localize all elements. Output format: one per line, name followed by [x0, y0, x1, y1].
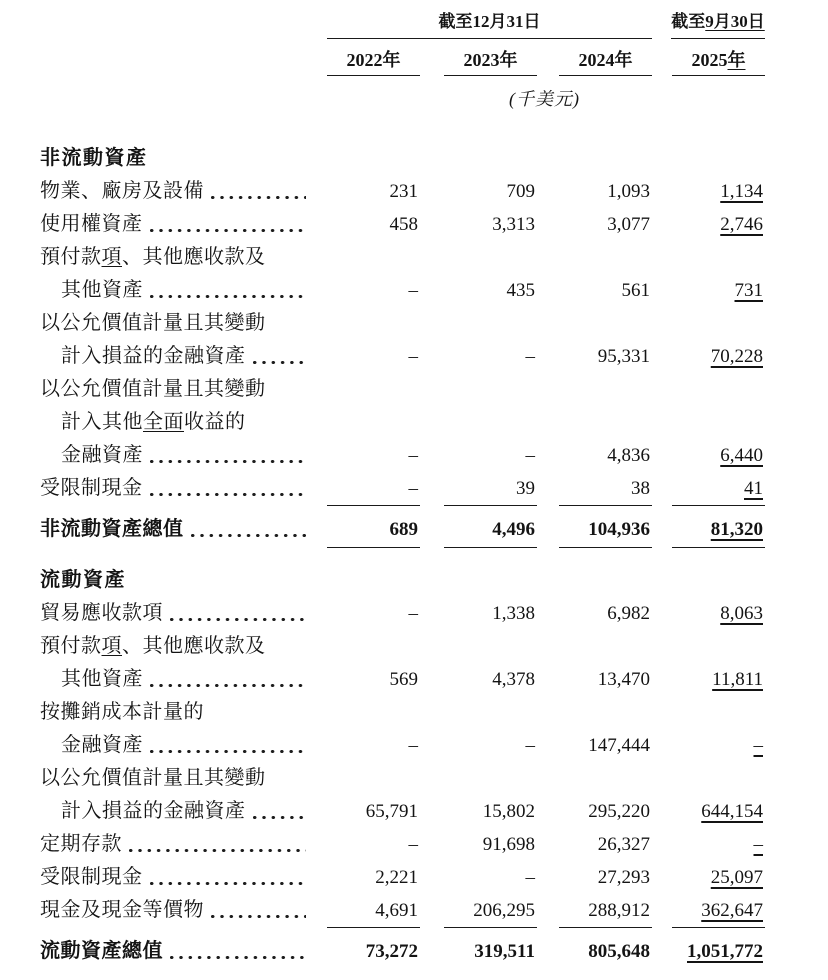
section-header-row: [40, 564, 765, 597]
amount-cell-2022年: –: [408, 603, 418, 625]
text-segment: 截至12月31日: [438, 12, 541, 31]
underlined-text-segment: 9月30日: [705, 12, 765, 31]
amount-cell-2025年: [652, 894, 765, 927]
period-group-header-dec31: [327, 12, 652, 39]
period-group-header-row: [40, 12, 765, 39]
amount-cell-2022年: 4,691: [310, 894, 420, 927]
text-segment: 其他資產: [61, 668, 143, 691]
amount-cell-2024年: 3,077: [607, 214, 650, 236]
row-label: [40, 762, 266, 795]
row-label: [40, 439, 143, 472]
amount-cell-2023年: 91,698: [482, 834, 535, 856]
period-group-header-sep30: [671, 12, 765, 39]
amount-cell-2023年: –: [525, 445, 535, 467]
underlined-amount: 6,440: [720, 445, 763, 467]
amount-cell-2025年: [652, 208, 765, 241]
amount-cell-2024年: 4,836: [607, 445, 650, 467]
table-row: [40, 894, 765, 932]
row-label-cell: [40, 208, 310, 241]
underlined-text-segment: 項: [101, 246, 122, 269]
row-label: [40, 861, 143, 894]
underlined-amount: 2,746: [720, 214, 763, 236]
text-segment: 、其他應收款及: [122, 635, 266, 658]
table-body: [40, 142, 765, 974]
row-label-cell: [40, 597, 310, 630]
dot-leader: [150, 861, 307, 894]
text-segment: 計入損益的金融資產: [61, 800, 246, 823]
amount-cell-2024年: 26,327: [597, 834, 650, 856]
underlined-text-segment: 全面: [143, 411, 184, 434]
row-label-cell: [40, 696, 310, 729]
row-label: [40, 208, 143, 241]
year-header-2023: [444, 50, 537, 77]
row-label-cell: [40, 564, 310, 597]
row-label-cell: [40, 894, 310, 927]
text-segment: 其他資產: [61, 279, 143, 302]
row-label: [40, 241, 266, 274]
total-row: [40, 510, 765, 552]
underlined-amount: 1,051,772: [687, 941, 763, 963]
row-label-cell: [40, 175, 310, 208]
amount-cell-2024年: 805,648: [588, 941, 650, 963]
text-segment: 非流動資產總值: [40, 518, 184, 541]
row-label: [40, 795, 246, 828]
amount-cell-2022年: –: [408, 735, 418, 757]
amount-cell-2022年: 458: [389, 214, 418, 236]
dot-leader: [150, 472, 307, 505]
row-label: [40, 472, 143, 505]
text-segment: 2022年: [346, 49, 401, 70]
amount-cell-2023年: 39: [420, 472, 537, 505]
header-spacer: [40, 12, 310, 39]
dot-leader: [253, 340, 307, 373]
row-label: [40, 828, 122, 861]
amount-cell-2022年: –: [408, 280, 418, 302]
amount-cell-2023年: –: [525, 735, 535, 757]
amount-cell-2025年: [652, 597, 765, 630]
row-label: [40, 894, 204, 927]
text-segment: 預付款: [40, 635, 102, 658]
row-label-cell: [40, 795, 310, 828]
amount-cell-2024年: 104,936: [537, 513, 652, 546]
year-header-2025: [672, 50, 765, 77]
text-segment: 計入損益的金融資產: [61, 345, 246, 368]
row-label: [40, 630, 266, 663]
amount-cell-2022年: –: [310, 472, 420, 505]
row-label-cell: [40, 142, 310, 175]
dot-leader: [170, 597, 306, 630]
row-label: [40, 663, 143, 696]
underlined-amount: –: [753, 735, 763, 757]
table-row: [40, 274, 765, 307]
underlined-amount: 644,154: [701, 801, 763, 823]
row-label: [40, 564, 126, 597]
dot-leader: [191, 513, 307, 546]
underlined-amount: 1,134: [720, 181, 763, 203]
underlined-amount: 41: [744, 478, 763, 500]
underlined-amount: 731: [734, 280, 763, 302]
amount-cell-2023年: 709: [506, 181, 535, 203]
amount-cell-2025年: [652, 340, 765, 373]
amount-cell-2023年: 435: [506, 280, 535, 302]
amount-cell-2023年: 3,313: [492, 214, 535, 236]
dot-leader: [253, 795, 307, 828]
dot-leader: [150, 208, 307, 241]
dot-leader: [170, 935, 306, 968]
row-label-cell: [40, 241, 310, 274]
row-label-cell: [40, 663, 310, 696]
row-label: [40, 175, 204, 208]
total-row: [40, 932, 765, 974]
text-segment: 收益的: [184, 411, 246, 434]
dot-leader: [129, 828, 306, 861]
amount-cell-2025年: [652, 935, 765, 968]
row-label: [40, 307, 266, 340]
amount-cell-2022年: 689: [310, 513, 420, 546]
underlined-amount: 362,647: [701, 900, 763, 922]
amount-cell-2025年: [652, 795, 765, 828]
row-label-cell: [40, 861, 310, 894]
amount-cell-2025年: [652, 175, 765, 208]
dot-leader: [150, 729, 306, 762]
row-label: [40, 340, 246, 373]
amount-cell-2025年: [652, 439, 765, 472]
amount-cell-2025年: [652, 663, 765, 696]
header-spacer: [40, 76, 310, 111]
amount-cell-2023年: 4,378: [492, 669, 535, 691]
amount-cell-2024年: 38: [537, 472, 652, 505]
row-label: [40, 729, 143, 762]
amount-cell-2022年: 569: [389, 669, 418, 691]
amount-cell-2024年: 295,220: [588, 801, 650, 823]
text-segment: 受限制現金: [40, 477, 143, 500]
row-label-cell: [40, 340, 310, 373]
table-row: [40, 861, 765, 894]
year-header-2022: [327, 50, 420, 77]
text-segment: 流動資產: [40, 569, 126, 592]
row-label-cell: [40, 373, 310, 406]
text-segment: 金融資產: [61, 444, 143, 467]
text-segment: 以公允價值計量且其變動: [40, 378, 266, 401]
text-segment: 流動資產總值: [40, 940, 163, 963]
amount-cell-2022年: –: [408, 445, 418, 467]
amount-cell-2022年: –: [408, 834, 418, 856]
amount-cell-2025年: [652, 828, 765, 861]
table-row: [40, 828, 765, 861]
amount-cell-2023年: 4,496: [420, 513, 537, 546]
amount-cell-2024年: 27,293: [597, 867, 650, 889]
row-label: [40, 274, 143, 307]
amount-cell-2025年: [652, 513, 765, 546]
amount-cell-2024年: 95,331: [597, 346, 650, 368]
dot-leader: [211, 175, 306, 208]
text-segment: 非流動資產: [40, 147, 148, 170]
label-continuation-row: [40, 241, 765, 274]
table-row: [40, 175, 765, 208]
text-segment: 貿易應收款項: [40, 602, 163, 625]
dot-leader: [150, 663, 306, 696]
row-label: [40, 935, 163, 968]
header-spacer: [40, 50, 310, 77]
amount-cell-2024年: 13,470: [597, 669, 650, 691]
row-label-cell: [40, 828, 310, 861]
unit-note: (千美元): [509, 89, 580, 110]
table-row: [40, 439, 765, 472]
row-label: [40, 597, 163, 630]
row-label: [40, 406, 246, 439]
amount-cell-2024年: 6,982: [607, 603, 650, 625]
amount-cell-2025年: [652, 472, 765, 505]
text-segment: 預付款: [40, 246, 102, 269]
year-header-row: [40, 50, 765, 77]
amount-cell-2022年: –: [408, 346, 418, 368]
text-segment: 截至: [671, 12, 706, 31]
text-segment: 2023年: [463, 49, 518, 70]
amount-cell-2024年: 561: [621, 280, 650, 302]
row-label-cell: [40, 762, 310, 795]
label-continuation-row: [40, 630, 765, 663]
row-label: [40, 696, 204, 729]
text-segment: 、其他應收款及: [122, 246, 266, 269]
row-label: [40, 373, 266, 406]
dot-leader: [211, 894, 306, 927]
table-row: [40, 597, 765, 630]
row-label-cell: [40, 307, 310, 340]
row-label-cell: [40, 406, 310, 439]
row-label: [40, 142, 148, 175]
table-row: [40, 340, 765, 373]
amount-cell-2024年: 147,444: [588, 735, 650, 757]
underlined-amount: 70,228: [710, 346, 763, 368]
underlined-text-segment: 項: [101, 635, 122, 658]
text-segment: 按攤銷成本計量的: [40, 701, 204, 724]
amount-cell-2023年: –: [525, 346, 535, 368]
underlined-amount: 81,320: [710, 519, 763, 541]
label-continuation-row: [40, 307, 765, 340]
text-segment: 定期存款: [40, 833, 122, 856]
amount-cell-2022年: 65,791: [365, 801, 418, 823]
text-segment: 2025: [691, 49, 728, 70]
amount-cell-2025年: [652, 729, 765, 762]
row-label-cell: [40, 472, 310, 505]
underlined-amount: 25,097: [710, 867, 763, 889]
row-label-cell: [40, 630, 310, 663]
label-continuation-row: [40, 696, 765, 729]
text-segment: 計入其他: [61, 411, 143, 434]
underlined-text-segment: 年: [727, 49, 746, 70]
dot-leader: [150, 439, 306, 472]
label-continuation-row: [40, 373, 765, 406]
text-segment: 以公允價值計量且其變動: [40, 767, 266, 790]
amount-cell-2023年: 206,295: [420, 894, 537, 927]
amount-cell-2022年: 73,272: [365, 941, 418, 963]
amount-cell-2023年: 319,511: [474, 941, 535, 963]
dot-leader: [150, 274, 306, 307]
underlined-amount: 11,811: [712, 669, 763, 691]
table-row: [40, 663, 765, 696]
label-continuation-row: [40, 406, 765, 439]
text-segment: 受限制現金: [40, 866, 143, 889]
amount-cell-2024年: 1,093: [607, 181, 650, 203]
table-row: [40, 472, 765, 510]
amount-cell-2025年: [652, 274, 765, 307]
text-segment: 物業、廠房及設備: [40, 180, 204, 203]
amount-cell-2022年: 231: [389, 181, 418, 203]
table-row: [40, 795, 765, 828]
amount-cell-2023年: 15,802: [482, 801, 535, 823]
year-header-2024: [559, 50, 652, 77]
unit-note-row: [40, 76, 765, 111]
text-segment: 金融資產: [61, 734, 143, 757]
row-label: [40, 513, 184, 546]
row-label-cell: [40, 439, 310, 472]
underlined-amount: –: [753, 834, 763, 856]
amount-cell-2022年: 2,221: [375, 867, 418, 889]
section-header-row: [40, 142, 765, 175]
table-row: [40, 729, 765, 762]
text-segment: 使用權資產: [40, 213, 143, 236]
amount-cell-2023年: –: [525, 867, 535, 889]
amount-cell-2024年: 288,912: [537, 894, 652, 927]
text-segment: 以公允價值計量且其變動: [40, 312, 266, 335]
row-label-cell: [40, 274, 310, 307]
row-label-cell: [40, 935, 310, 968]
amount-cell-2023年: 1,338: [492, 603, 535, 625]
text-segment: 2024年: [578, 49, 633, 70]
row-label-cell: [40, 513, 310, 546]
label-continuation-row: [40, 762, 765, 795]
table-row: [40, 208, 765, 241]
underlined-amount: 8,063: [720, 603, 763, 625]
amount-cell-2025年: [652, 861, 765, 894]
row-label-cell: [40, 729, 310, 762]
text-segment: 現金及現金等價物: [40, 899, 204, 922]
